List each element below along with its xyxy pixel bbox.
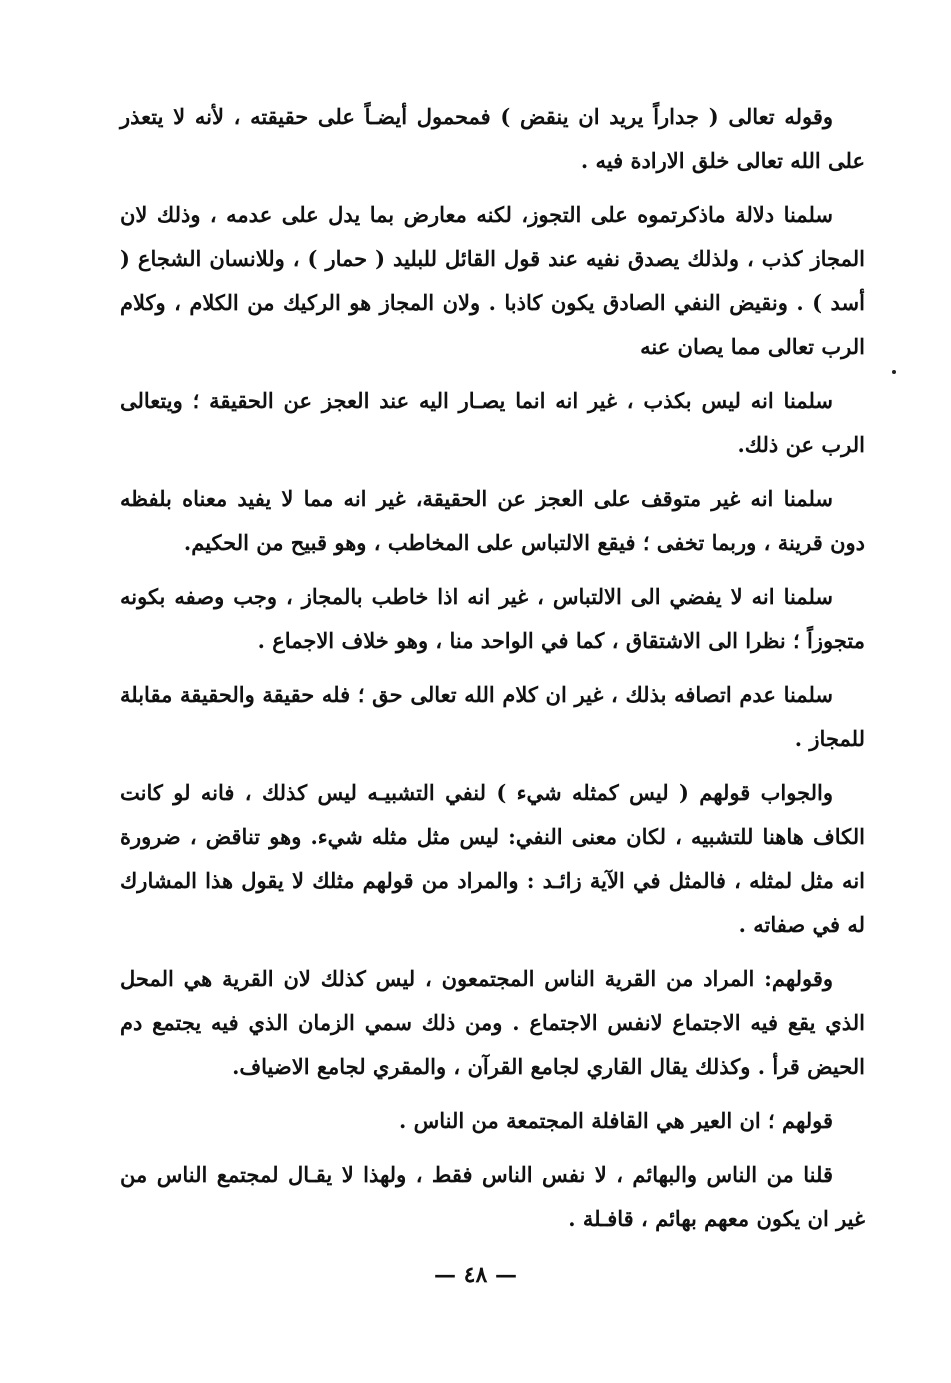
paragraph-5: سلمنا انه لا يفضي الى الالتباس ، غير انه اذا خاطب بالمجاز ، وجب وصفه بكونه متجوزاً ؛ نظرا الى الاشتقاق ، كما في الواحد منا ، وهو خلاف الاجماع . xyxy=(120,584,865,653)
paragraph-4: سلمنا انه غير متوقف على العجز عن الحقيقة، غير انه مما لا يفيد معناه بلفظه دون قرينة ، وربما تخفى ؛ فيقع الالتباس على المخاطب ، وهو قبيح من الحكيم. xyxy=(120,486,865,555)
paragraph-6: سلمنا عدم اتصافه بذلك ، غير ان كلام الله تعالى حق ؛ فله حقيقة والحقيقة مقابلة للمجاز . xyxy=(120,682,865,751)
paragraph-10: قلنا من الناس والبهائم ، لا نفس الناس فقط ، ولهذا لا يقـال لمجتمع الناس من غير ان يكون معهم بهائم ، قافـلة . xyxy=(120,1162,865,1231)
page-body xyxy=(120,95,865,1241)
margin-dot xyxy=(892,370,896,374)
paragraph-2: سلمنا دلالة ماذكرتموه على التجوز، لكنه معارض بما يدل على عدمه ، وذلك لان المجاز كذب ، ولذلك يصدق نفيه عند قول القائل للبليد ( حمار ) ، وللانسان الشجاع ( أسد ) . ونقيض النفي الصادق يكون كاذبا . ولان المجاز هو الركيك من الكلام ، وكلام الرب تعالى مما يصان عنه xyxy=(120,202,865,359)
paragraph-8: وقولهم: المراد من القرية الناس المجتمعون ، ليس كذلك لان القرية هي المحل الذي يقع فيه الاجتماع لانفس الاجتماع . ومن ذلك سمي الزمان الذي فيه يجتمع دم الحيض قرأ . وكذلك يقال القاري لجامع القرآن ، والمقري لجامع الاضياف. xyxy=(120,966,865,1079)
page-number: — ٤٨ — xyxy=(434,1262,517,1288)
paragraph-9: قولهم ؛ ان العير هي القافلة المجتمعة من الناس . xyxy=(399,1108,833,1133)
paragraph-3: سلمنا انه ليس بكذب ، غير انه انما يصـار اليه عند العجز عن الحقيقة ؛ ويتعالى الرب عن ذلك. xyxy=(120,388,865,457)
paragraph-1: وقوله تعالى ( جداراً يريد ان ينقض ) فمحمول أيضـاً على حقيقته ، لأنه لا يتعذر على الله تعالى خلق الارادة فيه . xyxy=(120,104,865,173)
paragraph-7: والجواب قولهم ( ليس كمثله شيء ) لنفي التشبيـه ليس كذلك ، فانه لو كانت الكاف هاهنا للتشبيه ، لكان معنى النفي: ليس مثل مثله شيء. وهو تناقض ، ضرورة انه مثل لمثله ، فالمثل في الآية زائـد : والمراد من قولهم مثلك لا يقول هذا المشارك له في صفاته . xyxy=(120,780,865,937)
